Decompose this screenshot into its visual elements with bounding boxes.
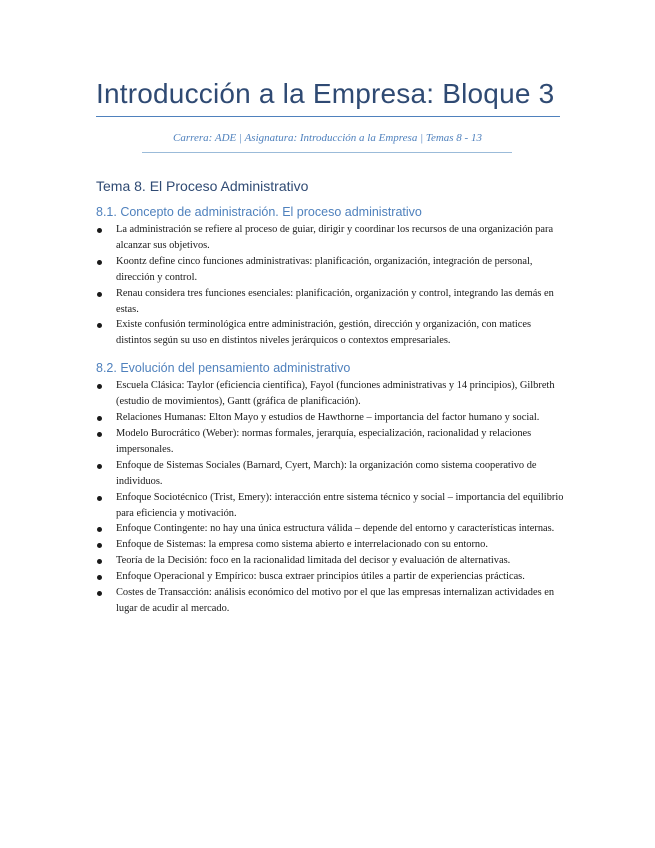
bullet-icon [97,228,102,233]
list-item-text: Existe confusión terminológica entre administración, gestión, dirección y organización, con matices distintos según su uso en distintos niveles jerárquicos o contextos empresariales. [116,319,532,347]
section-8-2 [96,361,566,617]
list-item [96,537,566,553]
list-item-text: Enfoque Sociotécnico (Trist, Emery): interacción entre sistema técnico y social – importancia del equilibrio para eficiencia y motivación. [116,491,564,519]
section-heading: 8.1. Concepto de administración. El proceso administrativo [96,205,422,219]
bullet-icon [97,464,102,469]
list-item-text: Teoría de la Decisión: foco en la racionalidad limitada del decisor y evaluación de alternativas. [116,555,511,567]
list-item [96,585,566,617]
list-item [96,254,566,286]
list-item [96,410,566,426]
bullet-list [96,222,566,349]
list-item [96,521,566,537]
bullet-icon [97,323,102,328]
subtitle-underline [142,152,512,153]
bullet-icon [97,543,102,548]
document-subtitle: Carrera: ADE | Asignatura: Introducción a la Empresa | Temas 8 - 13 [173,132,482,144]
list-item-text: Renau considera tres funciones esenciales: planificación, organización y control, integrando las demás en estas. [116,287,554,315]
bullet-icon [97,432,102,437]
list-item-text: Escuela Clásica: Taylor (eficiencia científica), Fayol (funciones administrativas y 14 principios), Gilbreth (estudio de movimientos), Gantt (gráfica de planificación). [116,380,555,408]
list-item [96,286,566,318]
list-item-text: Enfoque Operacional y Empírico: busca extraer principios útiles a partir de experiencias prácticas. [116,571,525,583]
bullet-icon [97,260,102,265]
list-item [96,426,566,458]
list-item-text: Costes de Transacción: análisis económico del motivo por el que las empresas internalizan actividades en lugar de acudir al mercado. [116,587,555,614]
section-8-1 [96,205,566,349]
list-item [96,378,566,410]
list-item [96,490,566,522]
document-title: Introducción a la Empresa: Bloque 3 [96,78,555,109]
list-item [96,222,566,254]
tema-heading: Tema 8. El Proceso Administrativo [96,178,309,194]
section-heading: 8.2. Evolución del pensamiento administrativo [96,361,351,376]
title-underline [96,116,560,117]
bullet-icon [97,384,102,389]
bullet-icon [97,591,102,596]
list-item [96,569,566,585]
list-item-text: Enfoque de Sistemas Sociales (Barnard, Cyert, March): la organización como sistema cooperativo de individuos. [116,459,537,487]
list-item-text: Modelo Burocrático (Weber): normas formales, jerarquía, especialización, racionalidad y relaciones impersonales. [116,427,532,455]
bullet-icon [97,292,102,297]
list-item-text: Relaciones Humanas: Elton Mayo y estudios de Hawthorne – importancia del factor humano y social. [116,412,540,424]
list-item-text: Koontz define cinco funciones administrativas: planificación, organización, integración de personal, dirección y control. [116,255,533,283]
bullet-icon [97,416,102,421]
document-body [96,178,566,629]
list-item [96,317,566,349]
list-item-text: Enfoque de Sistemas: la empresa como sistema abierto e interrelacionado con su entorno. [116,539,488,551]
bullet-list [96,378,566,617]
bullet-icon [97,527,102,532]
list-item [96,458,566,490]
list-item-text: Enfoque Contingente: no hay una única estructura válida – depende del entorno y características internas. [116,523,555,535]
list-item [96,553,566,569]
bullet-icon [97,575,102,580]
bullet-icon [97,559,102,564]
list-item-text: La administración se refiere al proceso de guiar, dirigir y coordinar los recursos de una organización para alcanzar sus objetivos. [116,224,554,251]
bullet-icon [97,496,102,501]
